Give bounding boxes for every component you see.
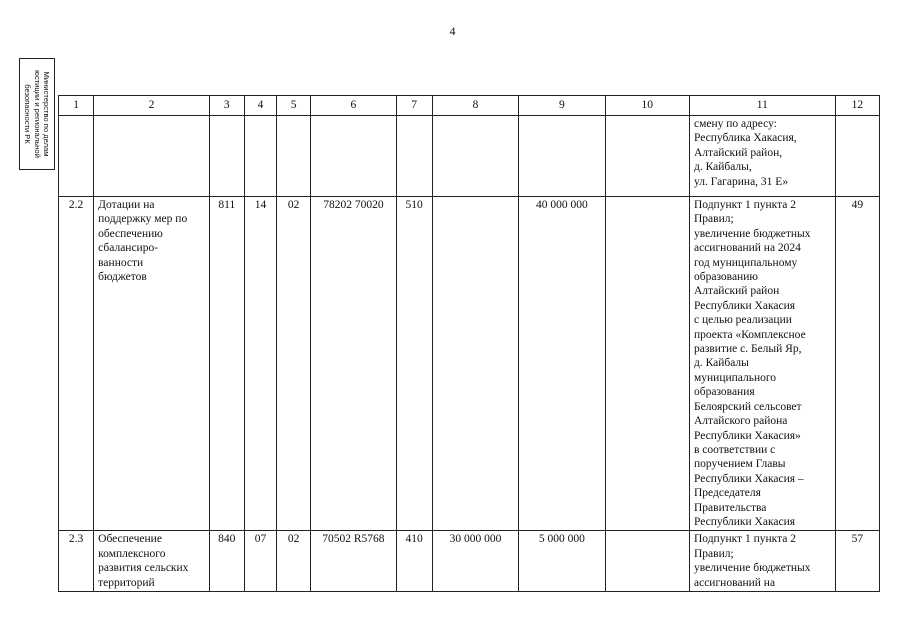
column-header: 1 [59,96,94,116]
table-row-2-2 [59,197,880,531]
table-cell [311,116,396,197]
table-row-2-3 [59,531,880,592]
text-line: развитие с. Белый Яр, [693,343,802,356]
text-line: образованию [693,271,758,284]
amount-cell [605,197,689,531]
column-header: 7 [396,96,432,116]
table-cell [59,116,94,197]
code-cell: 410 [396,531,432,592]
text-line: д. Кайбалы, [693,161,752,174]
column-header: 10 [605,96,689,116]
page-number: 4 [449,24,456,38]
row-number: 2.3 [59,531,94,592]
table-cell [432,116,518,197]
column-header: 2 [94,96,210,116]
text-line: Правил; [693,213,734,226]
table-cell [605,116,689,197]
amount-cell [432,197,518,531]
amount-cell: 5 000 000 [519,531,605,592]
code-cell: 70502 R5768 [311,531,396,592]
text-line: Республики Хакасия [693,515,796,528]
text-line: Республики Хакасия [693,299,796,312]
text-line: образования [693,386,755,399]
text-line: увеличение бюджетных [693,562,811,575]
text-line: ул. Гагарина, 31 Е» [693,175,789,188]
row-number: 2.2 [59,197,94,531]
text-line: проекта «Комплексное [693,328,806,341]
text-line: год муниципальному [693,256,798,269]
text-line: обеспечению [98,227,163,240]
text-line: ванности [98,256,144,269]
table-cell [519,116,605,197]
text-line: увеличение бюджетных [693,227,811,240]
text-line: Подпункт 1 пункта 2 [693,533,796,546]
text-line: Республики Хакасия» [693,429,801,442]
text-line: Белоярский сельсовет [693,400,802,413]
text-line: развития сельских [98,562,189,575]
text-line: сбалансиро- [98,242,159,255]
text-line: ассигнований на [693,576,776,589]
text-line: с целью реализации [693,314,792,327]
column-header: 5 [277,96,311,116]
column-header: 9 [519,96,605,116]
amount-cell [605,531,689,592]
text-line: Председателя [693,487,761,500]
text-line: в соответствии с [693,443,776,456]
text-line: ассигнований на 2024 [693,242,801,255]
column-header: 4 [244,96,276,116]
column-header: 6 [311,96,396,116]
code-cell: 840 [209,531,244,592]
code-cell: 14 [244,197,276,531]
column-header: 11 [689,96,835,116]
table-header-row [59,96,880,116]
code-cell: 07 [244,531,276,592]
text-line: Республика Хакасия, [693,132,797,145]
table-cell [835,116,879,197]
text-line: Алтайского района [693,415,788,428]
table-cell [277,116,311,197]
text-line: д. Кайбалы [693,357,749,370]
budget-allocation-table [58,95,880,592]
stamp-line: безопасности РК [23,84,33,144]
code-cell: 811 [209,197,244,531]
text-line: Правительства [693,501,767,514]
text-line: поручением Главы [693,458,786,471]
code-cell: 510 [396,197,432,531]
stamp-line: Министерство по делам [41,71,51,157]
text-line: Обеспечение [98,533,162,546]
stamp-line: юстиции и региональной [32,70,42,158]
reference-number: 57 [835,531,879,592]
table-cell [244,116,276,197]
item-name-cell [94,197,210,531]
text-line: Алтайский район [693,285,780,298]
text-line: территорий [98,576,155,589]
text-line: муниципального [693,371,777,384]
column-header: 12 [835,96,879,116]
justification-cell [689,116,835,197]
table-cell [94,116,210,197]
amount-cell: 40 000 000 [519,197,605,531]
text-line: Республики Хакасия – [693,472,804,485]
text-line: бюджетов [98,271,147,284]
stamp-text [23,60,51,168]
justification-cell [689,197,835,531]
table-row-continuation [59,116,880,197]
text-line: поддержку мер по [98,213,188,226]
column-header: 3 [209,96,244,116]
table-cell [396,116,432,197]
text-line: Правил; [693,547,734,560]
text-line: комплексного [98,547,166,560]
code-cell: 02 [277,197,311,531]
text-line: Дотации на [98,199,155,211]
table-cell [209,116,244,197]
reference-number: 49 [835,197,879,531]
code-cell: 02 [277,531,311,592]
justification-cell [689,531,835,592]
item-name-cell [94,531,210,592]
ministry-stamp [19,58,55,170]
column-header: 8 [432,96,518,116]
code-cell: 78202 70020 [311,197,396,531]
amount-cell: 30 000 000 [432,531,518,592]
text-line: Алтайский район, [693,146,783,159]
text-line: смену по адресу: [693,118,777,130]
text-line: Подпункт 1 пункта 2 [693,199,796,211]
